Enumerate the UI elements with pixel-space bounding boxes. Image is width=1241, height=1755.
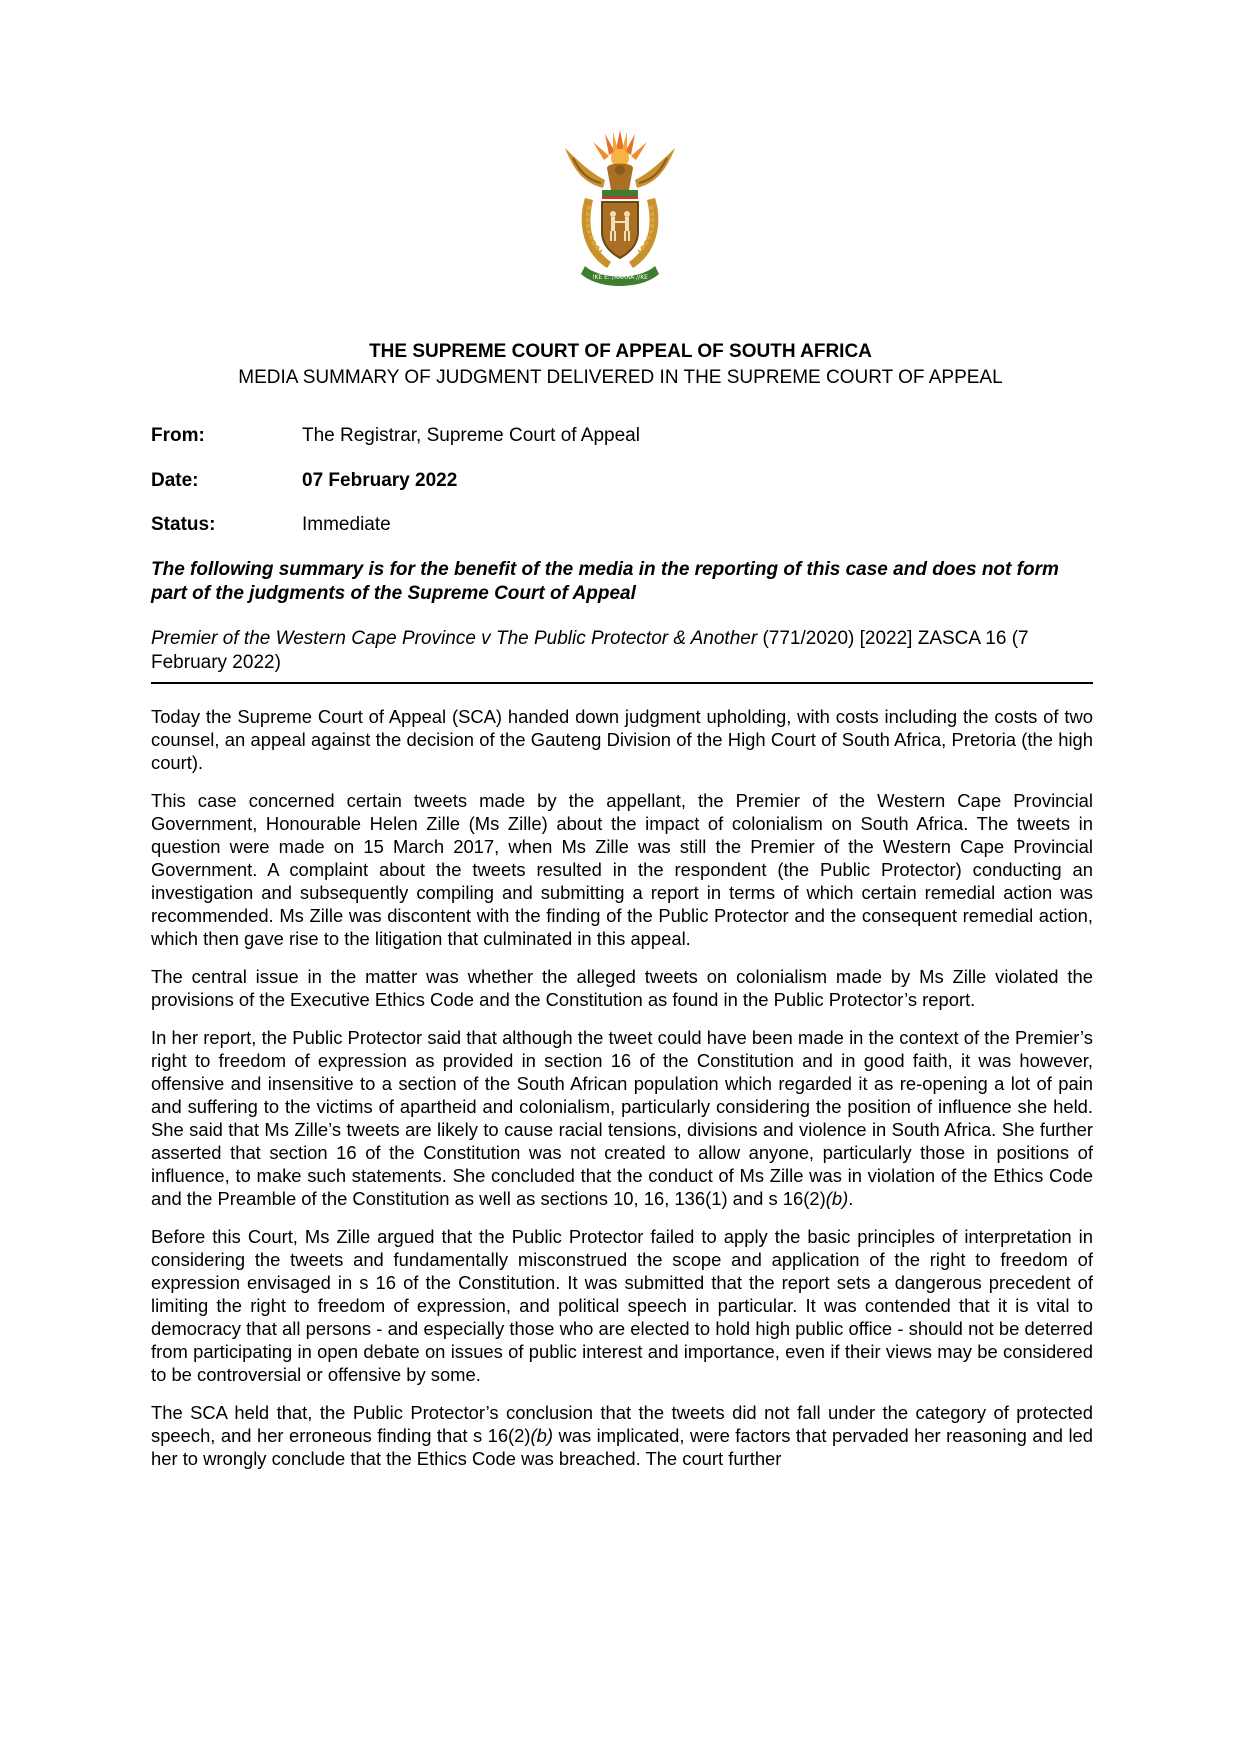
south-africa-coat-of-arms-icon [555,128,685,288]
motto-text: !KE E: /XARRA //KE [592,274,648,281]
shield-icon [602,202,638,258]
media-disclaimer: The following summary is for the benefit of the media in the reporting of this case and does not form part of the judgments of the Supreme Court of Appeal [151,559,1059,604]
sun-rays-icon [593,130,647,167]
paragraph-4 [151,1026,1093,1210]
paragraph-4-italic: (b) [825,1188,849,1209]
summary-body [151,705,1093,1485]
paragraph-6-italic: (b) [530,1425,554,1446]
paragraph-4-text: In her report, the Public Protector said that although the tweet could have been made in the context of the Premier’s right to freedom of expression as provided in section 16 of the Constitution and in good faith, it was however, offensive and insensitive to a section of the South African population which regarded it as re-opening a lot of pain and suffering to the victims of apartheid and colonialism, particularly considering the position of influence she held. She said that Ms Zille’s tweets are likely to cause racial tensions, divisions and violence in South Africa. She further asserted that section 16 of the Constitution was not created to allow anyone, particularly those in positions of influence, to make such statements. She concluded that the conduct of Ms Zille was in violation of the Ethics Code and the Preamble of the Constitution as well as sections 10, 16, 136(1) and s 16(2) [151,1027,1093,1209]
summary-subtitle: MEDIA SUMMARY OF JUDGMENT DELIVERED IN THE SUPREME COURT OF APPEAL [238,367,1003,388]
date-value: 07 February 2022 [302,470,458,491]
paragraph-6-end: was implicated, were factors that pervaded her reasoning and led her to wrongly conclude that the Ethics Code was breached. The court further [151,1425,1093,1469]
date-label: Date: [151,470,199,491]
paragraph-4-end: . [848,1188,854,1209]
status-value: Immediate [302,514,391,535]
case-citation [151,627,1093,675]
status-label: Status: [151,514,216,535]
divider [151,682,1093,684]
from-label: From: [151,425,205,446]
case-name: Premier of the Western Cape Province v The Public Protector & Another [151,628,758,649]
case-reference: (771/2020) [2022] ZASCA 16 (7 February 2022) [151,628,1029,673]
paragraph-6-text: The SCA held that, the Public Protector’s conclusion that the tweets did not fall under the category of protected speech, and her erroneous finding that s 16(2) [151,1402,1093,1446]
from-value: The Registrar, Supreme Court of Appeal [302,425,640,446]
paragraph-1: Today the Supreme Court of Appeal (SCA) handed down judgment upholding, with costs including the costs of two counsel, an appeal against the decision of the Gauteng Division of the High Court of South Africa, Pretoria (the high court). [151,706,1093,773]
paragraph-3: The central issue in the matter was whether the alleged tweets on colonialism made by Ms Zille violated the provisions of the Executive Ethics Code and the Constitution as found in the Public Protector’s report. [151,966,1093,1010]
paragraph-5: Before this Court, Ms Zille argued that the Public Protector failed to apply the basic principles of interpretation in considering the tweets and fundamentally misconstrued the scope and application of the right to freedom of expression envisaged in s 16 of the Constitution. It was submitted that the report sets a dangerous precedent of limiting the right to freedom of expression, and political speech in particular. It was contended that it is vital to democracy that all persons - and especially those who are elected to hold high public office - should not be deterred from participating in open debate on issues of public interest and importance, even if their views may be considered to be controversial or offensive by some. [151,1226,1093,1385]
paragraph-2: This case concerned certain tweets made by the appellant, the Premier of the Western Cape Provincial Government, Honourable Helen Zille (Ms Zille) about the impact of colonialism on South Africa. The tweets in question were made on 15 March 2017, when Ms Zille was still the Premier of the Western Cape Provincial Government. A complaint about the tweets resulted in the respondent (the Public Protector) conducting an investigation and subsequently compiling and submitting a report in terms of which certain remedial action was recommended. Ms Zille was discontent with the finding of the Public Protector and the consequent remedial action, which then gave rise to the litigation that culminated in this appeal. [151,790,1093,949]
coat-of-arms [555,128,685,288]
paragraph-6 [151,1401,1093,1470]
court-title: THE SUPREME COURT OF APPEAL OF SOUTH AFRICA [369,341,872,362]
